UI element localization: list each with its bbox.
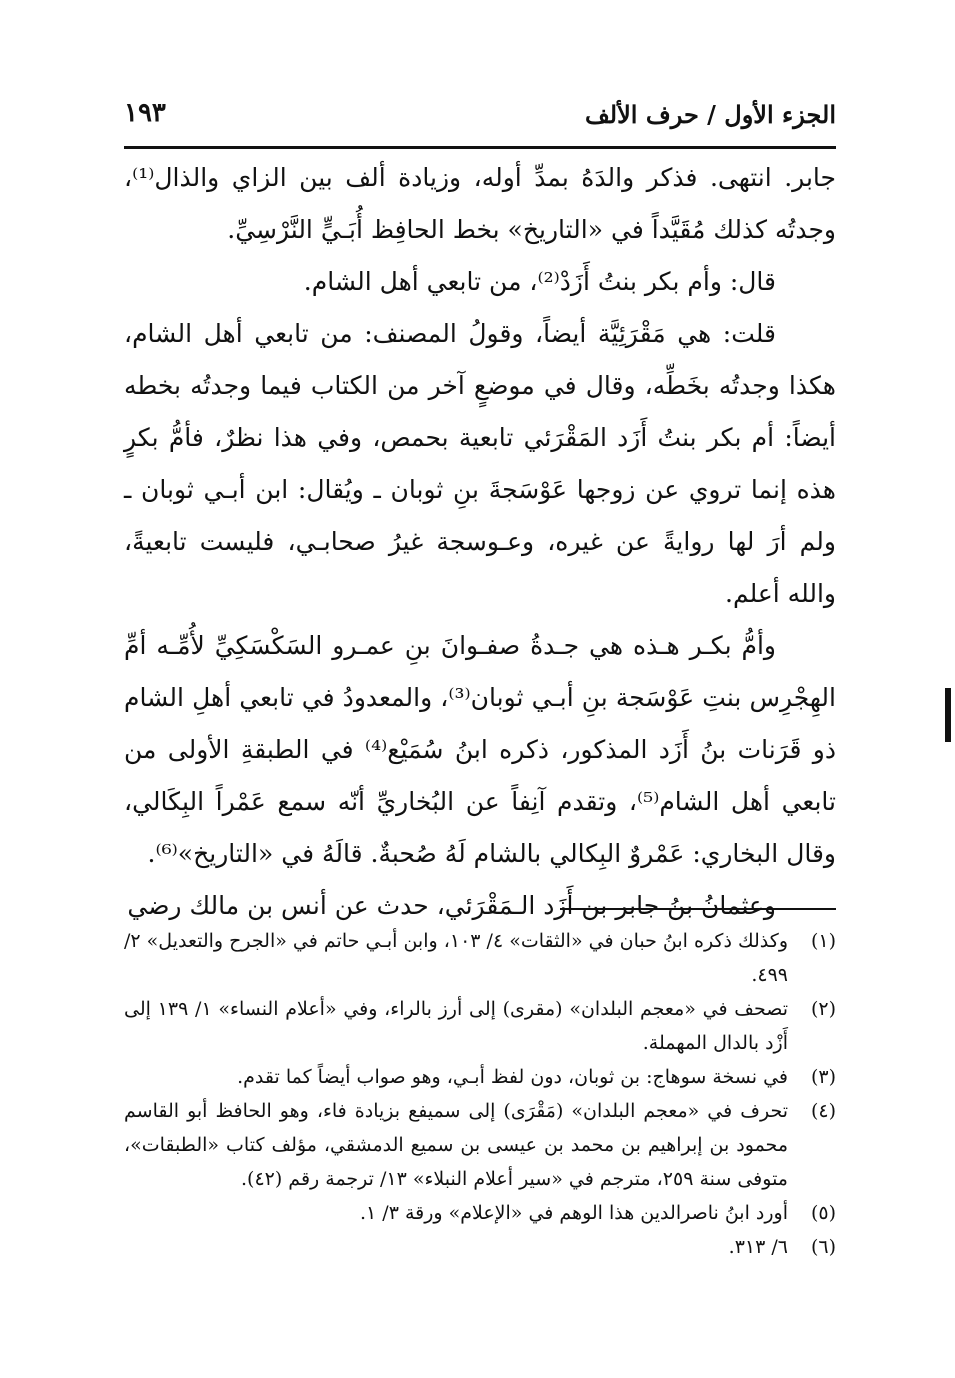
footnote-text: تحرف في «معجم البلدان» (مَقْرَى) إلى سميفع بزيادة فاء، وهو الحافظ أبو القاسم محمود بن إبراهيم بن محمد بن عيسى بن سميع الدمشقي، مؤلف كتاب «الطبقات»، متوفى سنة ٢٥٩، مترجم في «سير أعلام النبلاء» ١٣/ ترجمة رقم (٤٢). xyxy=(124,1100,788,1190)
footnote-text: في نسخة سوهاج: بن ثوبان، دون لفظ أبـي، وهو صواب أيضاً كما تقدم. xyxy=(237,1066,788,1088)
page-number: ١٩٣ xyxy=(124,98,166,128)
header-rule xyxy=(124,146,836,149)
main-text xyxy=(124,152,836,932)
paragraph: قال: وأم بكر بنتُ أَزَدْ⁽²⁾، من تابعي أهل الشام. xyxy=(303,267,776,296)
footnote xyxy=(124,1094,836,1196)
paragraph: وعثمانُ بنُ جابر بن أَزَد الـمَقْرَئي، حدث عن أنس بن مالك رضي xyxy=(127,891,776,920)
footnote-number: (٤) xyxy=(810,1100,836,1122)
footnote-text: تصحف في «معجم البلدان» (مقرى) إلى أرز بالراء، وفي «أعلام النساء» ١/ ١٣٩ إلى أَزْد بالدال المهملة. xyxy=(124,998,788,1054)
footnote-number: (٣) xyxy=(810,1066,836,1088)
scan-margin-mark xyxy=(945,688,951,742)
footnotes xyxy=(124,924,836,1264)
footnote-number: (١) xyxy=(810,930,836,952)
footnote-text: وكذلك ذكره ابنُ حبان في «الثقات» ٤/ ١٠٣، وابن أبـي حاتم في «الجرح والتعديل» ٢/ ٤٩٩. xyxy=(124,930,788,986)
running-head: الجزء الأول / حرف الألف xyxy=(584,100,836,129)
footnote-text: أورد ابنُ ناصرالدين هذا الوهم في «الإعلام» ورقة ٣/ ١. xyxy=(359,1202,788,1224)
footnote-number: (٥) xyxy=(810,1202,836,1224)
footnote xyxy=(124,1196,836,1230)
footnote-number: (٦) xyxy=(810,1236,836,1258)
page-header xyxy=(124,96,836,140)
footnote xyxy=(124,992,836,1060)
paragraph: قلت: هي مَقْرَئِيَّة أيضاً، وقولُ المصنف: من تابعي أهل الشام، هكذا وجدتُه بخَطِّه، وقال في موضعٍ آخر من الكتاب فيما وجدتُه بخطه أيضاً: أم بكر بنتُ أَزَد المَقْرَئي تابعية بحمص، وفي هذا نظرٌ، فأمُّ بكرٍ هذه إنما تروي عن زوجها عَوْسَجةَ بنِ ثوبان ـ ويُقال: ابن أبـي ثوبان ـ ولم أرَ لها روايةً عن غيره، وعـوسجة غيرُ صحابـي، فليست تابعيةً، والله أعلم. xyxy=(124,319,836,608)
footnote xyxy=(124,1230,836,1264)
footnote-number: (٢) xyxy=(810,998,836,1020)
paragraph: وأمُّ بكـر هـذه هي جـدةُ صفـوانَ بنِ عمـرو السَكْسَكِيِّ لأُمِّـه أمِّ الهِجْرِس بنتِ عَوْسَجة بنِ أبـي ثوبان⁽³⁾، والمعدودُ في تابعي أهلِ الشام ذو قَرَنات بنُ أَزَد المذكور، ذكره ابنُ سُمَيْع⁽⁴⁾ في الطبقةِ الأولى من تابعي أهل الشام⁽⁵⁾، وتقدم آنِفاً عن البُخاريِّ أنّه سمع عَمْراً البِكَالي، وقال البخاري: عَمْروٌ البِكالي بالشام لَهُ صُحبةٌ. قالَهُ في «التاريخ»⁽⁶⁾. xyxy=(124,631,836,868)
paragraph: جابر. انتهى. فذكر والدَهُ بمدِّ أوله، وزيادة ألف بين الزاي والذال⁽¹⁾، وجدتُه كذلك مُقَيَّداً في «التاريخ» بخط الحافِظ أُبَـيٍّ النَّرْسِيِّ. xyxy=(124,163,836,244)
footnote-separator xyxy=(560,908,836,910)
footnote xyxy=(124,1060,836,1094)
footnote-text: ٦/ ٣١٣. xyxy=(728,1236,788,1258)
footnote xyxy=(124,924,836,992)
